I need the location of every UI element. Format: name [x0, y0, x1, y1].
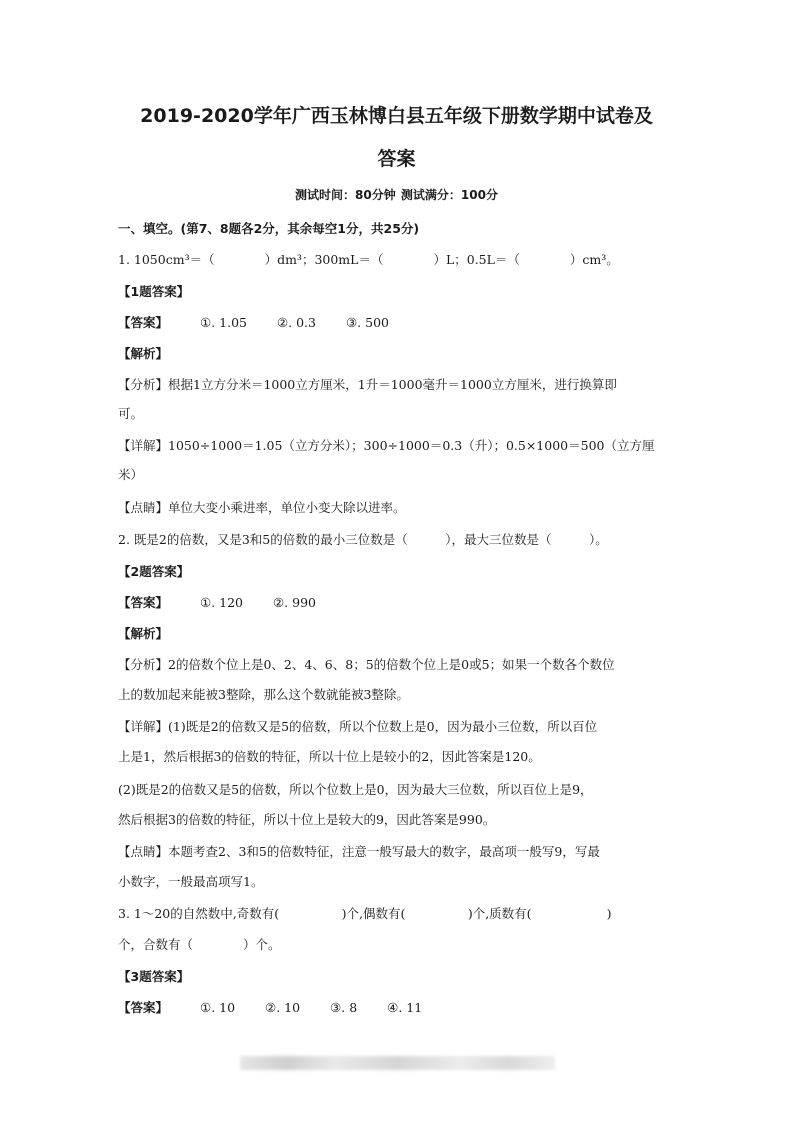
analysis-text: 【分析】根据1立方分米＝1000立方厘米，1升＝1000毫升＝1000立方厘米，进行换算即 [118, 377, 617, 392]
analysis-text: 上的数加起来能被3整除，那么这个数就能被3整除。 [118, 687, 409, 702]
key-point-text: 【点睛】单位大变小乘进率，单位小变大除以进率。 [118, 500, 406, 515]
answer-item: ③. 500 [345, 315, 389, 330]
answer-item: ①. 1.05 [199, 315, 247, 330]
analysis-text: 可。 [118, 406, 144, 421]
question-3-cont: 个，合数有（ ）个。 [118, 937, 281, 952]
answer-tag-1: 【1题答案】 [118, 284, 190, 299]
answer-tag-2: 【2题答案】 [118, 564, 190, 579]
document-title-line1: 2019-2020学年广西玉林博白县五年级下册数学期中试卷及 [140, 105, 653, 127]
detail-text: 上是1，然后根据3的倍数的特征，所以十位上是较小的2，因此答案是120。 [118, 749, 541, 764]
key-point-text: 【点睛】本题考查2、3和5的倍数特征，注意一般写最大的数字，最高项一般写9，写最 [118, 844, 600, 859]
analysis-label-1: 【解析】 [118, 346, 169, 361]
answer-item: ①. 10 [199, 1000, 236, 1015]
answer-label: 【答案】 [118, 315, 169, 330]
question-2: 2. 既是2的倍数，又是3和5的倍数的最小三位数是（ ），最大三位数是（ ）。 [118, 532, 608, 547]
answer-item: ④. 11 [387, 1000, 423, 1015]
answer-item: ②. 10 [265, 1000, 301, 1015]
analysis-text: 【分析】2的倍数个位上是0、2、4、6、8；5的倍数个位上是0或5；如果一个数各个数位 [118, 657, 615, 672]
answer-item: ②. 0.3 [276, 315, 316, 330]
exam-info: 测试时间：80分钟 测试满分：100分 [295, 188, 498, 202]
section-heading: 一、填空。(第7、8题各2分，其余每空1分，共25分) [118, 221, 420, 236]
question-1: 1. 1050cm³＝（ ）dm³；300mL＝（ ）L；0.5L＝（ ）cm³。 [118, 252, 619, 267]
answer-row-1 [118, 314, 678, 331]
question-3: 3. 1～20的自然数中,奇数有( )个,偶数有( )个,质数有( ) [118, 906, 612, 921]
blurred-watermark [240, 1056, 555, 1070]
detail-text: 【详解】(1)既是2的倍数又是5的倍数，所以个位数上是0，因为最小三位数，所以百位 [118, 719, 598, 734]
answer-item: ①. 120 [199, 595, 243, 610]
detail-text: 【详解】1050÷1000＝1.05（立方分米）；300÷1000＝0.3（升）；0.5×1000＝500（立方厘 [118, 438, 655, 453]
answer-item: ③. 8 [330, 1000, 358, 1015]
document-title-line2: 答案 [377, 148, 416, 170]
detail-text: 然后根据3的倍数的特征，所以十位上是较大的9，因此答案是990。 [118, 812, 496, 827]
key-point-text: 小数字，一般最高项写1。 [118, 874, 264, 889]
answer-row-2 [118, 594, 678, 611]
detail-text: (2)既是2的倍数又是5的倍数，所以个位数上是0，因为最大三位数，所以百位上是9， [118, 782, 593, 797]
answer-row-3 [118, 999, 678, 1016]
answer-item: ②. 990 [272, 595, 316, 610]
detail-text: 米） [118, 467, 144, 482]
answer-tag-3: 【3题答案】 [118, 969, 190, 984]
answer-label: 【答案】 [118, 595, 169, 610]
analysis-label-2: 【解析】 [118, 626, 169, 641]
answer-label: 【答案】 [118, 1000, 169, 1015]
